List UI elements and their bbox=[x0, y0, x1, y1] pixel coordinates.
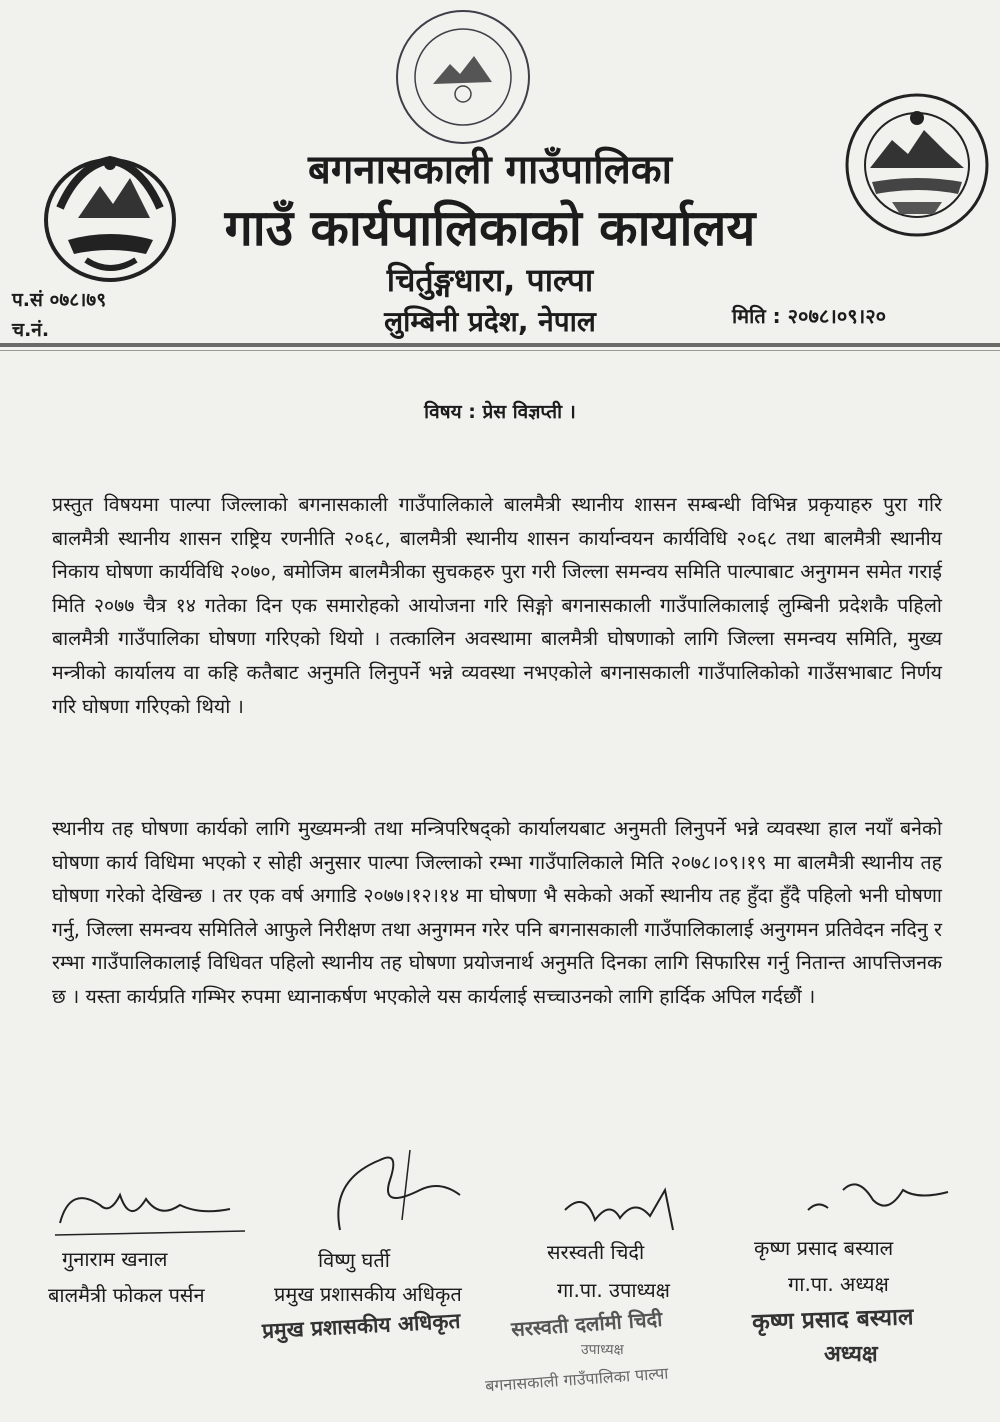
signatory-block bbox=[261, 1140, 510, 1350]
signatory-block bbox=[484, 1180, 745, 1410]
signatory-block bbox=[748, 1170, 988, 1370]
header-divider bbox=[0, 343, 1000, 347]
signatory-name: कृष्ण प्रसाद बस्याल bbox=[754, 1236, 894, 1260]
body-paragraph-1: प्रस्तुत विषयमा पाल्पा जिल्लाको बगनासकाली गाउँपालिकाले बालमैत्री स्थानीय शासन सम्बन्धी विभिन्न प्रकृयाहरु पुरा गरि बालमैत्री स्थानीय शासन राष्ट्रिय रणनीति २०६८, बालमैत्री स्थानीय शासन कार्यान्वयन कार्यविधि २०६८ तथा बालमैत्री स्थानीय निकाय घोषणा कार्यविधि २०७०, बमोजिम बालमैत्रीका सुचकहरु पुरा गरी जिल्ला समन्वय समिति पाल्पाबाट अनुगमन समेत गराई मिति २०७७ चैत्र १४ गतेका दिन एक समारोहको आयोजना गरि सिङ्गो बगनासकाली गाउँपालिकालाई लुम्बिनी प्रदेशकै पहिलो बालमैत्री गाउँपालिका घोषणा गरिएको थियो । तत्कालिन अवस्थामा बालमैत्री घोषणाको लागि जिल्ला समन्वय समिति, मुख्य मन्त्रीको कार्यालय वा कहि कतैबाट अनुमति लिनुपर्ने भन्ने व्यवस्था नभएकोले बगनासकाली गाउँपालिकोको गाउँसभाबाट निर्णय गरि घोषणा गरिएको थियो । bbox=[52, 493, 942, 718]
letter-date: मिति : २०७८।०९।२० bbox=[732, 304, 887, 328]
signatory-stamp-designation: उपाध्यक्ष bbox=[581, 1342, 624, 1358]
office-seal-stamp bbox=[388, 2, 538, 152]
office-location: चिर्तुङ्गधारा, पाल्पा bbox=[386, 261, 594, 299]
signatory-stamp-office: बगनासकाली गाउँपालिका पाल्पा bbox=[484, 1363, 669, 1396]
signature-mark bbox=[798, 1170, 958, 1230]
dispatch-number: च.नं. bbox=[12, 319, 50, 341]
signatory-title: प्रमुख प्रशासकीय अधिकृत bbox=[274, 1282, 462, 1306]
signatory-name: गुनाराम खनाल bbox=[62, 1247, 168, 1271]
signatory-stamp: कृष्ण प्रसाद बस्याल bbox=[751, 1304, 914, 1336]
signatory-title: बालमैत्री फोकल पर्सन bbox=[48, 1283, 205, 1307]
municipality-name: बगनासकाली गाउँपालिका bbox=[308, 147, 672, 193]
office-name: गाउँ कार्यपालिकाको कार्यालय bbox=[224, 199, 756, 257]
signature-mark bbox=[555, 1180, 685, 1240]
signatory-stamp-designation: अध्यक्ष bbox=[824, 1342, 878, 1367]
signatory-stamp: सरस्वती दर्लामी चिदी bbox=[510, 1306, 663, 1342]
reference-number: प.सं ०७८।७९ bbox=[12, 289, 107, 311]
signatory-block bbox=[40, 1175, 270, 1315]
signatory-stamp: प्रमुख प्रशासकीय अधिकृत bbox=[261, 1308, 461, 1344]
signatory-title: गा.पा. उपाध्यक्ष bbox=[557, 1278, 671, 1302]
signature-mark bbox=[50, 1175, 250, 1245]
signature-mark bbox=[310, 1140, 470, 1240]
signatory-title: गा.पा. अध्यक्ष bbox=[788, 1272, 889, 1296]
signatory-name: विष्णु घर्ती bbox=[318, 1248, 390, 1272]
letter-subject: विषय : प्रेस विज्ञप्ती । bbox=[424, 401, 576, 423]
office-province: लुम्बिनी प्रदेश, नेपाल bbox=[384, 305, 596, 338]
header-divider-thin bbox=[0, 350, 1000, 351]
signatory-name: सरस्वती चिदी bbox=[547, 1240, 645, 1264]
body-paragraph-2: स्थानीय तह घोषणा कार्यको लागि मुख्यमन्त्री तथा मन्त्रिपरिषद्को कार्यालयबाट अनुमती लिनुपर्ने भन्ने व्यवस्था हाल नयाँ बनेको घोषणा कार्य विधिमा भएको र सोही अनुसार पाल्पा जिल्लाको रम्भा गाउँपालिकाले मिति २०७८।०९।१९ मा बालमैत्री स्थानीय तह घोषणा गरेको देखिन्छ । तर एक वर्ष अगाडि २०७७।१२।१४ मा घोषणा भै सकेको अर्को स्थानीय तह हुँदा हुँदै पहिलो भनी घोषणा गर्नु, जिल्ला समन्वय समितिले आफुले निरीक्षण तथा अनुगमन गरेर पनि बगनासकाली गाउँपालिकालाई अनुगमन प्रतिवेदन नदिनु र रम्भा गाउँपालिकालाई विधिवत पहिलो स्थानीय तह घोषणा प्रयोजनार्थ अनुमति दिनका लागि सिफारिस गर्नु नितान्त आपत्तिजनक छ । यस्ता कार्यप्रति गम्भिर रुपमा ध्यानाकर्षण भएकोले यस कार्यलाई सच्चाउनको लागि हार्दिक अपिल गर्दछौं । bbox=[52, 817, 942, 1008]
